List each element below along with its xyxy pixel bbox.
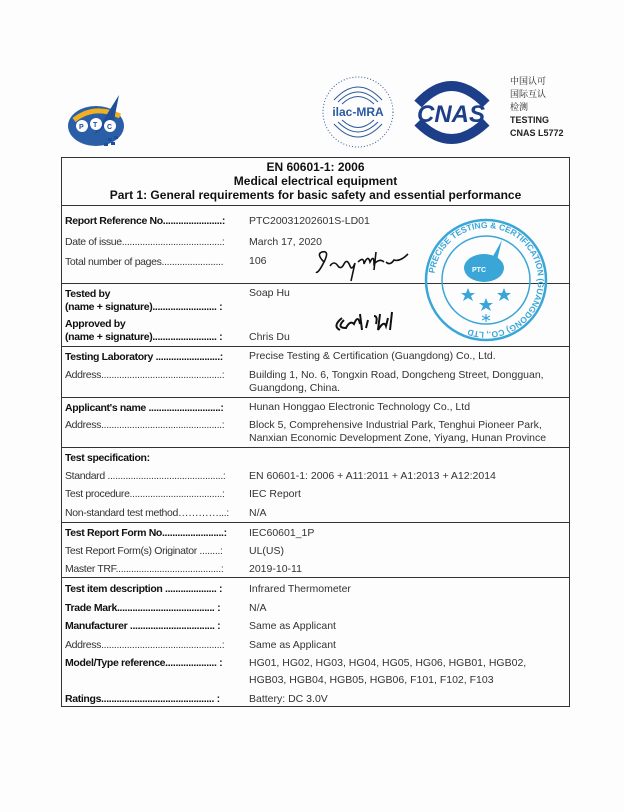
total-pages-value: 106 xyxy=(249,255,267,267)
non-standard-method-label: Non-standard test method…………...: xyxy=(65,507,229,519)
cnas-accreditation-text xyxy=(510,75,564,140)
ilac-mra-logo xyxy=(320,74,396,150)
manufacturer-address-value: Same as Applicant xyxy=(249,639,336,651)
model-reference-label: Model/Type reference.................... : xyxy=(65,657,223,669)
applicant-name-label: Applicant's name ............................: xyxy=(65,402,224,414)
lab-address-value: Building 1, No. 6, Tongxin Road, Dongcheng Street, Dongguan, xyxy=(249,369,544,381)
approved-by-value: Chris Du xyxy=(249,331,290,343)
manufacturer-value: Same as Applicant xyxy=(249,620,336,632)
lab-address-value-line2: Guangdong, China. xyxy=(249,382,341,394)
cnas-text-line: 国际互认 xyxy=(510,89,547,99)
svg-text:P: P xyxy=(79,124,84,131)
applicant-address-label: Address...............................................: xyxy=(65,419,225,431)
asterisk-icon xyxy=(482,314,490,322)
test-item-label: Test item description .................... : xyxy=(65,583,223,595)
test-procedure-label: Test procedure....................................: xyxy=(65,488,225,500)
standard-value: EN 60601-1: 2006 + A11:2011 + A1:2013 + A12:2014 xyxy=(249,470,496,482)
stamp-ring-text: PRECISE TESTING & CERTIFICATION (GUANGDONG) CO., LTD xyxy=(426,219,547,341)
test-specification-heading: Test specification: xyxy=(65,452,150,464)
cnas-text-line: TESTING xyxy=(510,115,550,125)
model-reference-value-line2: HGB03, HGB04, HGB05, HGB06, F101, F102, F103 xyxy=(249,674,494,686)
tested-by-label-sub: (name + signature)......................... : xyxy=(65,301,223,313)
non-standard-method-value: N/A xyxy=(249,507,267,519)
divider xyxy=(62,397,569,398)
date-of-issue-label: Date of issue.......................................: xyxy=(65,236,225,248)
test-procedure-value: IEC Report xyxy=(249,488,301,500)
report-reference-label: Report Reference No.......................: xyxy=(65,215,225,227)
manufacturer-address-label: Address...............................................: xyxy=(65,639,225,651)
testing-laboratory-value: Precise Testing & Certification (Guangdong) Co., Ltd. xyxy=(249,350,496,362)
cnas-text-line: 中国认可 xyxy=(510,76,547,86)
standard-label: Standard .............................................: xyxy=(65,470,226,482)
applicant-name-value: Hunan Honggao Electronic Technology Co., Ltd xyxy=(249,401,471,413)
form-originator-label: Test Report Form(s) Originator ........: xyxy=(65,545,223,557)
stamp-logo-text: PTC xyxy=(472,267,486,274)
master-trf-value: 2019-10-11 xyxy=(249,563,302,575)
test-report-form-label: Test Report Form No........................: xyxy=(65,527,227,539)
ratings-value: Battery: DC 3.0V xyxy=(249,693,328,705)
date-of-issue-value: March 17, 2020 xyxy=(249,236,322,248)
tested-by-label: Tested by xyxy=(65,288,111,300)
lab-address-label: Address...............................................: xyxy=(65,369,225,381)
equipment-title: Medical electrical equipment xyxy=(233,174,398,188)
approved-by-label-sub: (name + signature)......................... : xyxy=(65,331,223,343)
divider xyxy=(62,205,569,206)
applicant-address-value-line2: Nanxian Economic Development Zone, Yiyang, Hunan Province xyxy=(249,432,547,444)
report-reference-value: PTC20031202601S-LD01 xyxy=(249,215,370,227)
applicant-address-value: Block 5, Comprehensive Industrial Park, Tenghui Pioneer Park, xyxy=(249,419,542,431)
trade-mark-label: Trade Mark...................................... : xyxy=(65,602,221,614)
ptc-logo xyxy=(64,90,134,150)
part-title: Part 1: General requirements for basic safety and essential performance xyxy=(109,188,522,202)
svg-text:C: C xyxy=(107,124,113,131)
cnas-text-line: CNAS L5772 xyxy=(510,128,564,138)
divider xyxy=(62,577,569,578)
divider xyxy=(62,522,569,523)
master-trf-label: Master TRF.........................................: xyxy=(65,563,224,575)
form-originator-value: UL(US) xyxy=(249,545,285,557)
divider xyxy=(62,447,569,448)
svg-text:ilac-MRA: ilac-MRA xyxy=(332,105,384,119)
cnas-logo xyxy=(408,76,494,148)
manufacturer-label: Manufacturer ................................. : xyxy=(65,620,221,632)
company-seal-stamp xyxy=(424,218,548,342)
star-icon xyxy=(461,288,511,311)
divider xyxy=(62,346,569,347)
trade-mark-value: N/A xyxy=(249,602,267,614)
approved-by-label: Approved by xyxy=(65,318,126,330)
tested-by-value: Soap Hu xyxy=(249,287,290,299)
total-pages-label: Total number of pages........................ xyxy=(65,256,224,268)
svg-text:T: T xyxy=(93,122,98,129)
tested-by-signature xyxy=(312,248,412,284)
approved-by-signature xyxy=(330,306,410,338)
svg-text:CNAS: CNAS xyxy=(416,101,486,128)
model-reference-value: HG01, HG02, HG03, HG04, HG05, HG06, HGB01, HGB02, xyxy=(249,657,527,669)
ratings-label: Ratings............................................ : xyxy=(65,693,220,705)
cnas-text-line: 检测 xyxy=(510,102,529,112)
test-report-form-value: IEC60601_1P xyxy=(249,527,315,539)
test-item-value: Infrared Thermometer xyxy=(249,583,351,595)
testing-laboratory-label: Testing Laboratory .........................: xyxy=(65,351,223,363)
standard-title: EN 60601-1: 2006 xyxy=(266,160,365,174)
